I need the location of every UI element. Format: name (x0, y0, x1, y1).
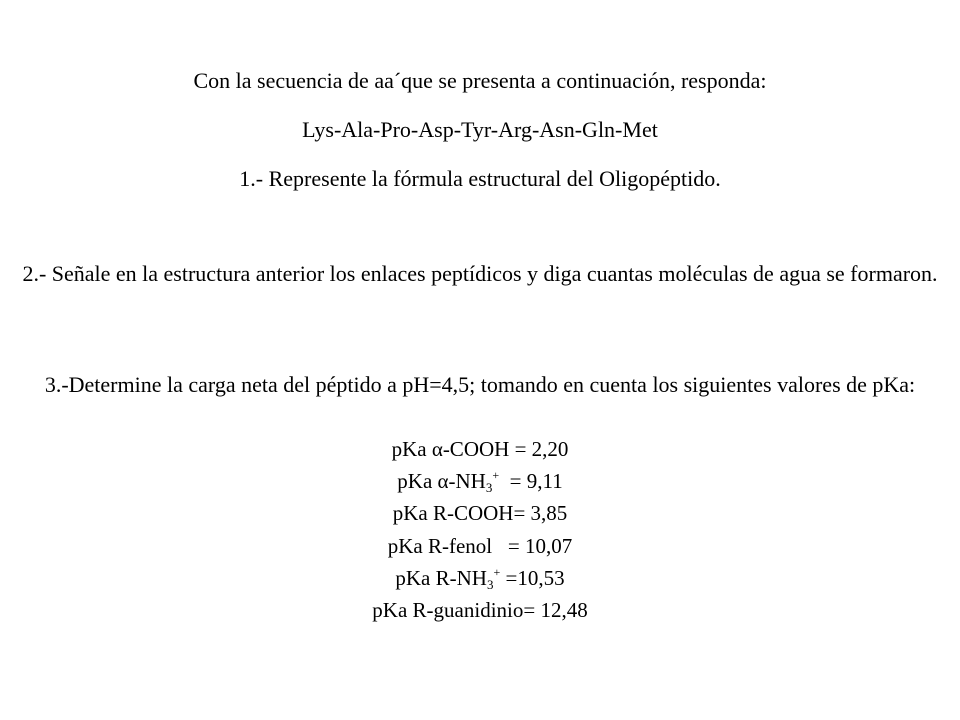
pka-r-nh3 (0, 562, 960, 594)
pka-alpha-nh3-value: = 9,11 (499, 469, 563, 493)
question-2: 2.- Señale en la estructura anterior los enlaces peptídicos y diga cuantas moléculas de agua se formaron. (22, 261, 938, 286)
pka-r-guanidinio: pKa R-guanidinio= 12,48 (372, 598, 588, 622)
pka-r-nh3-superscript: + (493, 565, 501, 579)
pka-alpha-nh3 (0, 465, 960, 497)
amino-acid-sequence: Lys-Ala-Pro-Asp-Tyr-Arg-Asn-Gln-Met (302, 117, 658, 142)
pka-alpha-cooh: pKa α-COOH = 2,20 (391, 437, 569, 461)
pka-alpha-nh3-superscript: + (492, 468, 500, 482)
pka-r-fenol: pKa R-fenol = 10,07 (387, 534, 573, 558)
pka-r-nh3-subscript: 3 (486, 577, 494, 592)
intro-text: Con la secuencia de aa´que se presenta a continuación, responda: (193, 68, 767, 93)
pka-r-nh3-label: pKa R-NH (395, 566, 487, 590)
pka-alpha-nh3-label: pKa α-NH (397, 469, 486, 493)
pka-r-cooh: pKa R-COOH= 3,85 (392, 501, 568, 525)
pka-alpha-nh3-subscript: 3 (485, 480, 493, 495)
pka-r-nh3-value: =10,53 (500, 566, 565, 590)
question-3: 3.-Determine la carga neta del péptido a pH=4,5; tomando en cuenta los siguientes valores de pKa: (44, 372, 916, 397)
question-1: 1.- Represente la fórmula estructural del Oligopéptido. (239, 166, 721, 191)
